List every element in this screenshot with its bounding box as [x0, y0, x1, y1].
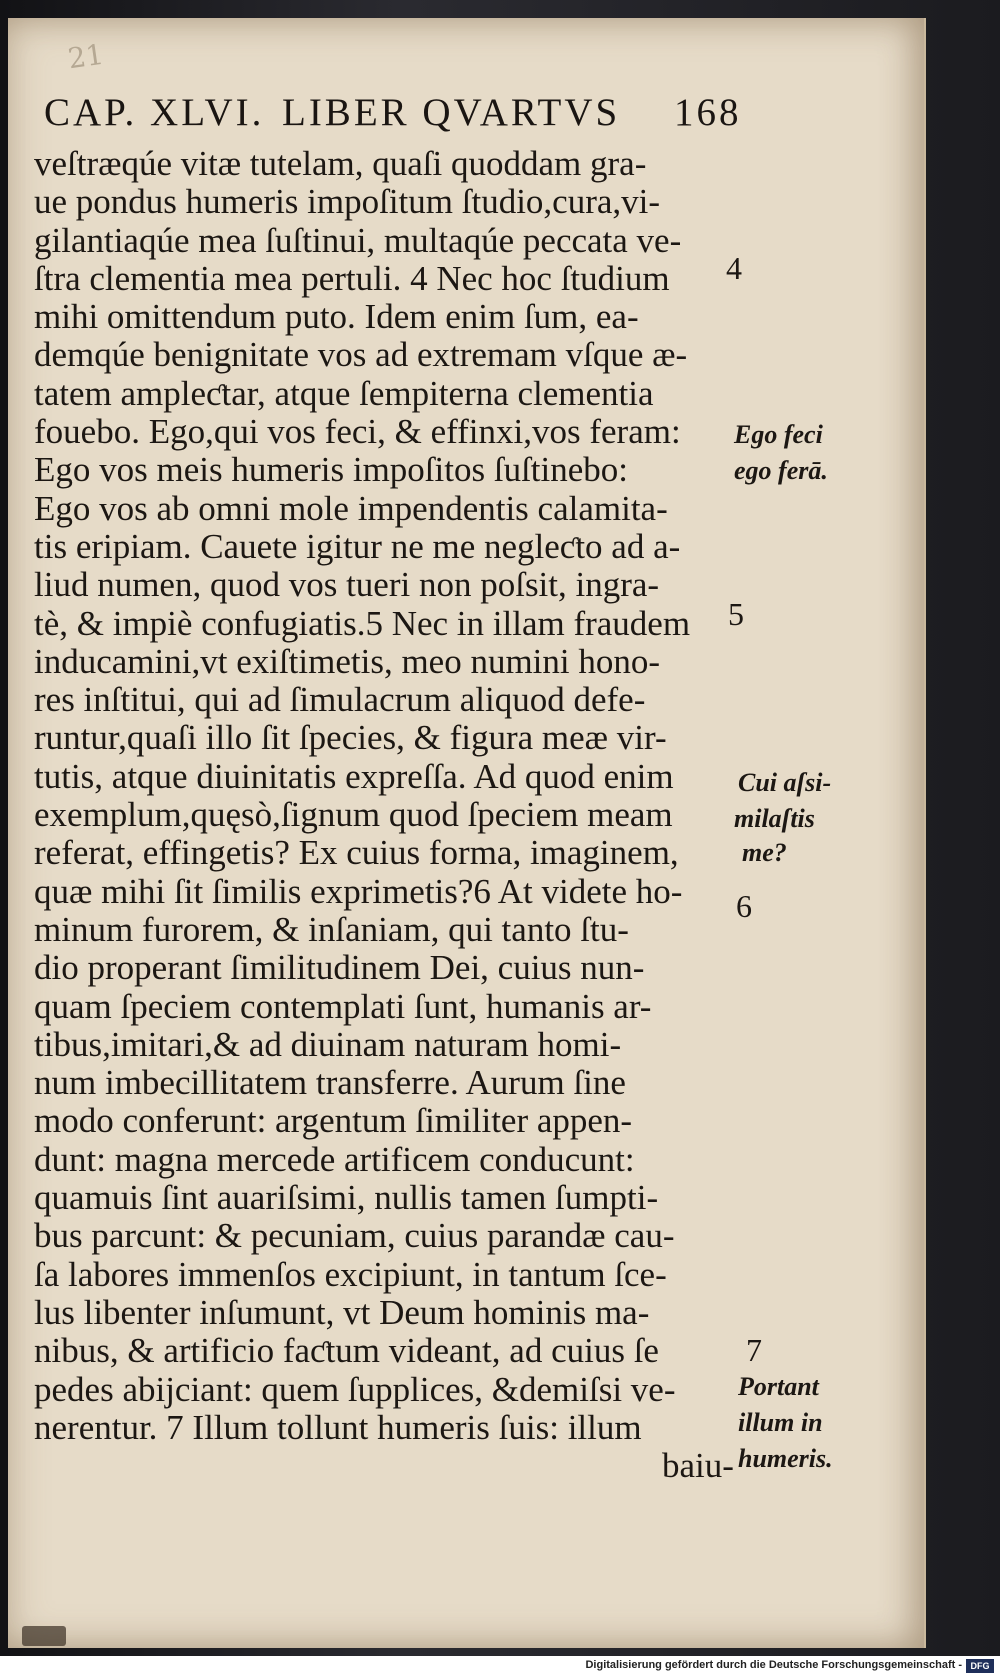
text-line: tè, & impiè confugiatis.5 Nec in illam fraudem: [34, 603, 691, 643]
text-line: ſtra clementia mea pertuli. 4 Nec hoc ſtudium: [34, 258, 670, 298]
margin-number-4: 4: [726, 250, 742, 286]
page-number: 168: [674, 91, 742, 134]
margin-number-6: 6: [736, 888, 752, 924]
dfg-logo-icon: DFG: [966, 1659, 994, 1673]
text-line: liud numen, quod vos tueri non poſsit, ingra-: [34, 565, 660, 605]
text-line: Ego vos ab omni mole impendentis calamita-: [34, 488, 668, 528]
text-line: pedes abijciant: quem ſupplices, &demiſsi ve-: [34, 1369, 676, 1409]
text-line: inducamini,vt exiſtimetis, meo numini hono-: [34, 641, 661, 681]
text-line: referat, effingetis? Ex cuius forma, imaginem,: [34, 833, 679, 873]
margin-number-5: 5: [728, 596, 744, 632]
text-line: tutis, atque diuinitatis expreſſa. Ad quod enim: [34, 756, 674, 796]
text-line: quæ mihi ſit ſimilis exprimetis?6 At videte ho-: [34, 871, 683, 911]
text-line: res inſtitui, qui ad ſimulacrum aliquod defe-: [34, 680, 646, 720]
margin-gloss: Portant: [738, 1372, 819, 1401]
text-line: dio properant ſimilitudinem Dei, cuius nun-: [34, 948, 645, 988]
book-page: [8, 18, 926, 1648]
catchword: baiu-: [662, 1446, 734, 1486]
margin-gloss: ego ferā.: [734, 456, 828, 485]
margin-gloss: Ego feci: [734, 420, 823, 449]
margin-number-7: 7: [746, 1332, 762, 1368]
running-head: [34, 90, 742, 138]
margin-gloss: humeris.: [738, 1444, 833, 1473]
text-line: minum furorem, & inſaniam, qui tanto ſtu-: [34, 909, 629, 949]
text-line: Ego vos meis humeris impoſitos ſuſtinebo:: [34, 450, 629, 490]
text-line: num imbecillitatem transferre. Aurum ſine: [34, 1063, 626, 1103]
footer-credit: Digitalisierung gefördert durch die Deutsche Forschungsgemeinschaft -: [585, 1659, 962, 1671]
margin-gloss: milaſtis: [734, 804, 815, 833]
text-line: tatem ampleƈtar, atque ſempiterna clementia: [34, 373, 654, 413]
ink-stain: [22, 1626, 66, 1646]
text-line: veſtræqúe vitæ tutelam, quaſi quoddam gra-: [34, 144, 647, 183]
text-line: ue pondus humeris impoſitum ſtudio,cura,vi-: [34, 182, 661, 222]
text-line: modo conferunt: argentum ſimiliter appen-: [34, 1101, 633, 1141]
text-line: dunt: magna mercede artificem conducunt:: [34, 1139, 635, 1179]
chapter-heading: CAP. XLVI.: [44, 91, 265, 134]
text-line: fouebo. Ego,qui vos feci, & effinxi,vos feram:: [34, 412, 681, 452]
text-line: exemplum,quęsò,ſignum quod ſpeciem meam: [34, 795, 673, 835]
text-line: quam ſpeciem contemplati ſunt, humanis ar-: [34, 986, 652, 1026]
text-line: nibus, & artificio faƈtum videant, ad cuius ſe: [34, 1331, 659, 1371]
book-heading: LIBER QVARTVS: [282, 91, 621, 134]
margin-gloss: me?: [742, 838, 787, 867]
margin-gloss: illum in: [738, 1408, 823, 1437]
text-line: gilantiaqúe mea ſuſtinui, multaqúe peccata ve-: [34, 220, 682, 260]
text-line: tibus,imitari,& ad diuinam naturam homi-: [34, 1024, 622, 1064]
text-line: lus libenter inſumunt, vt Deum hominis ma-: [34, 1292, 650, 1332]
text-line: tis eripiam. Cauete igitur ne me negleƈto ad a-: [34, 526, 681, 566]
pencil-mark: 21: [65, 37, 106, 76]
margin-gloss: Cui aſsi-: [738, 768, 832, 797]
text-line: demqúe benignitate vos ad extremam vſque æ-: [34, 335, 688, 375]
text-line: ſa labores immenſos excipiunt, in tantum ſce-: [34, 1254, 667, 1294]
text-line: nerentur. 7 Illum tollunt humeris ſuis: illum: [34, 1407, 642, 1447]
text-line: runtur,quaſi illo ſit ſpecies, & figura meæ vir-: [34, 718, 667, 758]
text-line: bus parcunt: & pecuniam, cuius parandæ cau-: [34, 1216, 675, 1256]
text-line: quamuis ſint auariſsimi, nullis tamen ſumpti-: [34, 1178, 659, 1218]
text-line: mihi omittendum puto. Idem enim ſum, ea-: [34, 297, 639, 337]
body-text: [34, 145, 739, 1485]
